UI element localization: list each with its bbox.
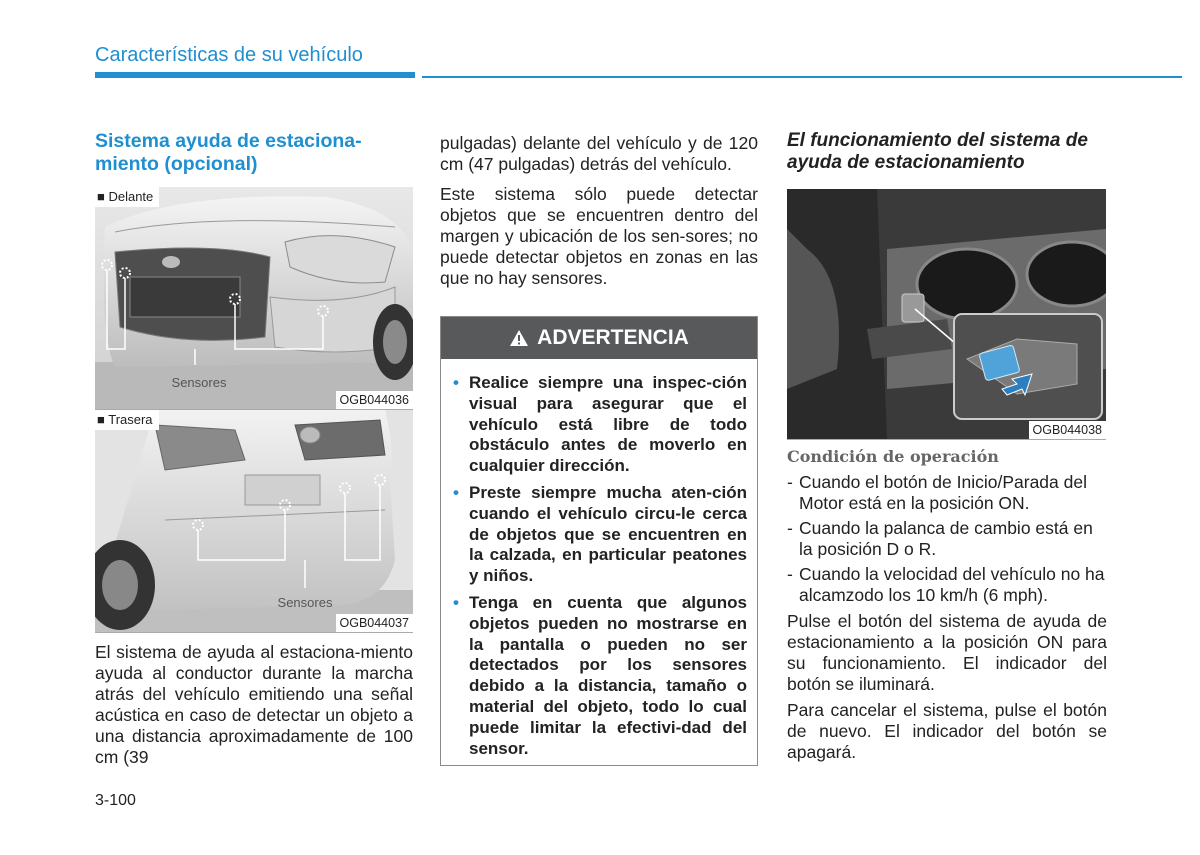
- front-car-illustration: [95, 187, 413, 409]
- middle-para-1: pulgadas) delante del vehículo y de 120 cm (47 pulgadas) detrás del vehículo.: [440, 133, 758, 174]
- rear-figure-code: OGB044037: [336, 614, 414, 632]
- front-figure-tag: ■ Delante: [95, 187, 159, 207]
- warning-list: [441, 359, 757, 759]
- header-rule: [422, 76, 1182, 78]
- condition-text: Cuando la velocidad del vehículo no ha alcamzodo los 10 km/h (6 mph).: [799, 564, 1105, 605]
- warning-triangle-icon: [509, 329, 529, 347]
- right-para-2: Para cancelar el sistema, pulse el botón de nuevo. El indicador del botón se apagará.: [787, 700, 1107, 762]
- section-title: Características de su vehículo: [95, 44, 363, 66]
- right-heading: El funcionamiento del sistema de ayuda de estacionamiento: [787, 130, 1088, 173]
- warning-item-text: Realice siempre una inspec-ción visual para asegurar que el vehículo está libre de todo obstáculo antes de moverlo en cualquier dirección.: [469, 373, 747, 476]
- bullet-icon: •: [453, 373, 459, 392]
- condition-text: Cuando la palanca de cambio está en la posición D o R.: [799, 518, 1093, 559]
- condition-item: - Cuando la palanca de cambio está en la posición D o R.: [787, 518, 1093, 559]
- warning-item-text: Tenga en cuenta que algunos objetos pueden no mostrarse en la pantalla o pueden no ser detectados por los sensores debido a la distancia, tamaño o material del objeto, todo lo cual puede limitar la efectivi-dad del sensor.: [469, 592, 747, 758]
- left-body-text: El sistema de ayuda al estaciona-miento ayuda al conductor durante la marcha atrás del vehículo emitiendo una señal acústica en caso de detectar un objeto a una distancia aproximadamente de 100 cm (39: [95, 642, 413, 767]
- front-car-figure: [95, 187, 413, 410]
- page-number: 3-100: [95, 792, 136, 809]
- section-heading: Sistema ayuda de estaciona-miento (opcional): [95, 130, 362, 175]
- bullet-icon: •: [453, 482, 459, 502]
- console-button-illustration: [787, 189, 1106, 439]
- console-figure: [787, 189, 1106, 440]
- warning-item: [453, 593, 747, 759]
- rear-car-figure: [95, 410, 413, 633]
- warning-header: [441, 317, 757, 359]
- warning-item-text: Preste siempre mucha aten-ción cuando el vehículo circu-le cerca de objetos que se encuentren en la calzada, en particular peatones y niños.: [469, 482, 747, 586]
- middle-para-2: Este sistema sólo puede detectar objetos que se encuentren dentro del margen y ubicación de los sen-sores; no puede detectar objetos en zonas en las que no hay sensores.: [440, 184, 758, 288]
- bullet-icon: •: [453, 592, 459, 612]
- warning-item: [453, 373, 747, 477]
- header-accent-bar: [95, 72, 415, 78]
- condition-text: Cuando el botón de Inicio/Parada del Motor está en la posición ON.: [799, 472, 1087, 513]
- warning-item: [453, 483, 747, 587]
- condition-item: - Cuando la velocidad del vehículo no ha alcamzodo los 10 km/h (6 mph).: [787, 564, 1105, 605]
- front-sensors-label: Sensores: [171, 375, 227, 390]
- console-figure-code: OGB044038: [1029, 421, 1107, 439]
- warning-box: [440, 316, 758, 766]
- rear-figure-tag: ■ Trasera: [95, 410, 159, 430]
- condition-title: Condición de operación: [787, 447, 999, 466]
- rear-sensors-label: Sensores: [277, 595, 333, 610]
- warning-title: ADVERTENCIA: [537, 326, 689, 349]
- right-para-1: Pulse el botón del sistema de ayuda de estacionamiento a la posición ON para su funcionamiento. El indicador del botón se iluminará.: [787, 611, 1107, 694]
- rear-car-illustration: [95, 410, 413, 632]
- front-figure-code: OGB044036: [336, 391, 414, 409]
- condition-item: - Cuando el botón de Inicio/Parada del Motor está en la posición ON.: [787, 472, 1087, 513]
